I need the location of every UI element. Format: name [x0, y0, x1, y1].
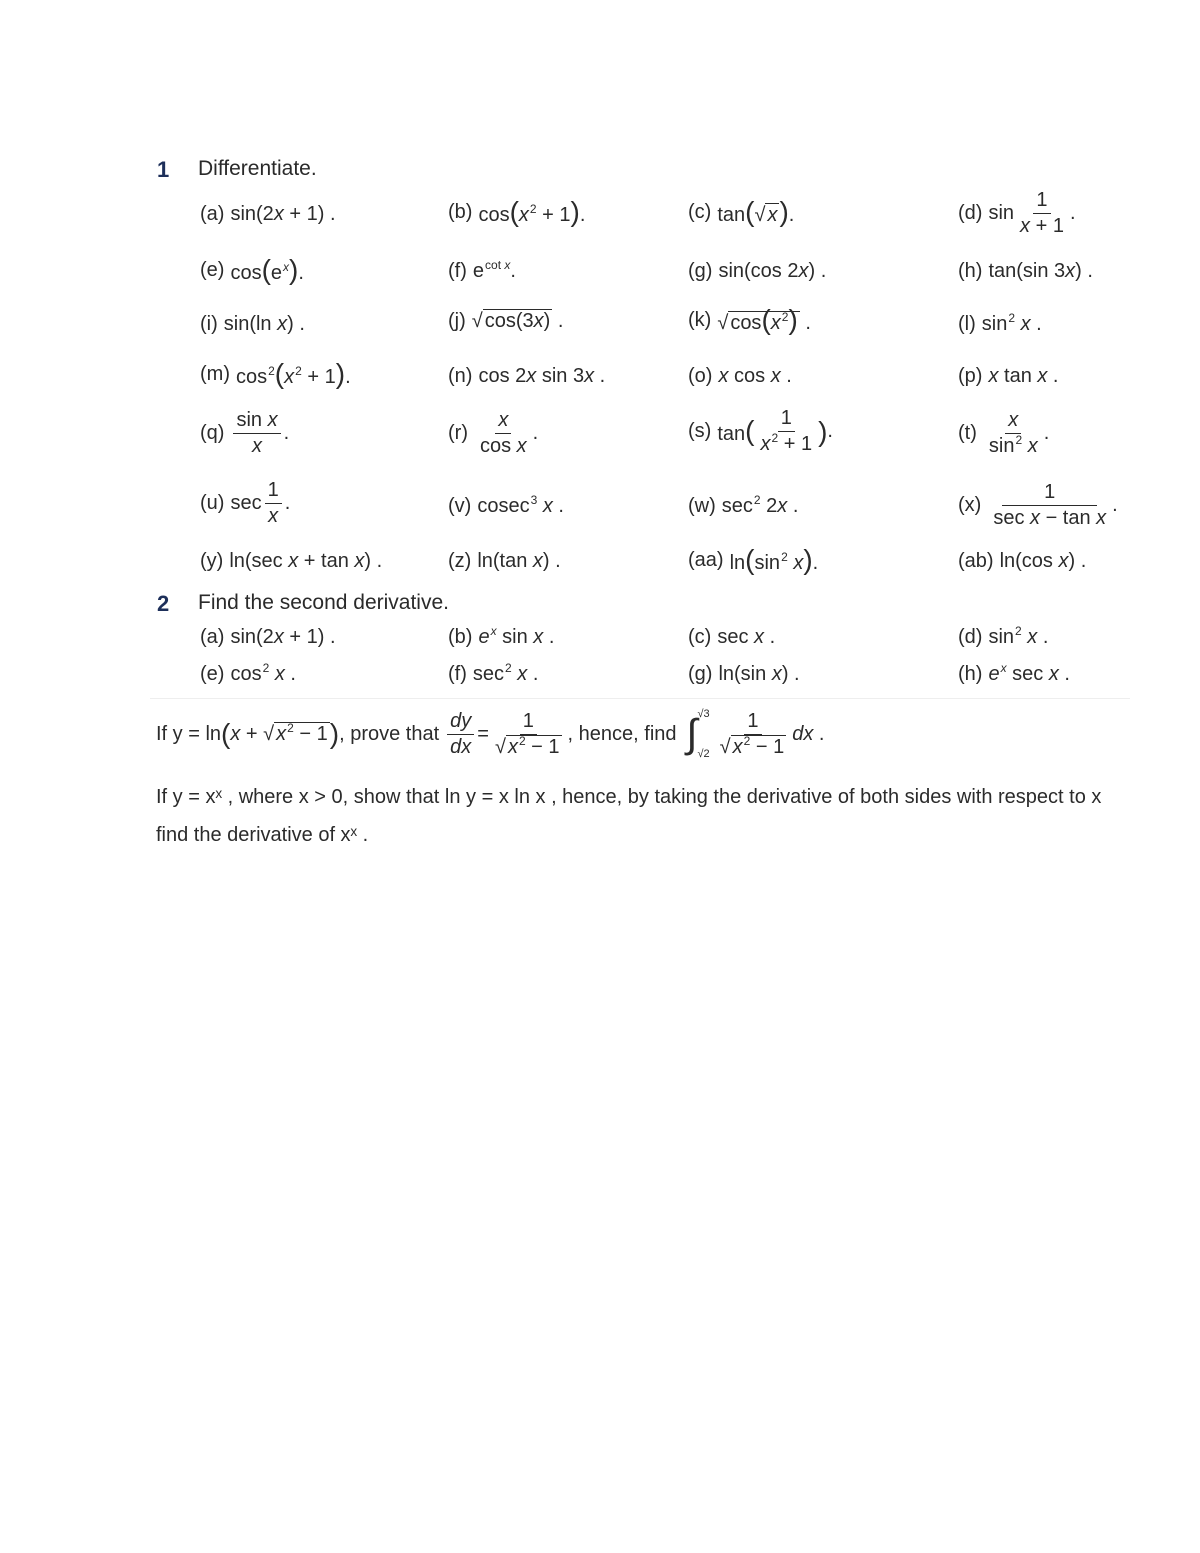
question-2-number: 2: [157, 591, 170, 616]
part-label: (ab): [958, 550, 994, 572]
q1-part-l: (l) $\sin^2 x$ .: [958, 311, 1042, 335]
part-label: (x): [958, 494, 982, 516]
part-label: (h): [958, 260, 983, 282]
q1-part-p: (p) x tan x .: [958, 365, 1059, 387]
q1-part-r: (r) $\frac{x}{\text{cos x}}$ .: [448, 409, 539, 457]
part-label: (c): [688, 626, 712, 648]
q3-prove-text: , prove that: [339, 722, 440, 745]
q2-part-d: (d) $\sin^2 x$ .: [958, 624, 1049, 648]
q1-part-q: (q) $\frac{\text{sin x}}{x}$ .: [200, 409, 290, 457]
q1-part-j: (j) √ cos(3x) .: [448, 310, 564, 332]
q1-part-n: (n) cos 2x sin 3x .: [448, 365, 606, 387]
part-label: (y): [200, 550, 224, 572]
part-label: (h): [958, 663, 983, 685]
q4-line-1: If y = xˣ , where x > 0, show that ln y = x ln x , hence, by taking the derivative of both sides with respect to x: [156, 786, 1102, 808]
part-label: (a): [200, 203, 225, 225]
q1-part-k: (k) √ $\cos(x^2)$ .: [688, 304, 811, 335]
q1-part-e: (e) $\cos(e^x)$.: [200, 254, 304, 285]
q1-part-y: (y) ln(sec x + tan x) .: [200, 550, 383, 572]
q2-part-h: (h) $e^x$ sec x .: [958, 661, 1070, 685]
q1-part-c: (c) tan(√ x).: [688, 196, 795, 227]
q1-part-z: (z) ln(tan x) .: [448, 550, 561, 572]
part-label: (aa): [688, 549, 724, 571]
part-label: (g): [688, 260, 713, 282]
divider: [150, 698, 1130, 699]
q1-part-g: (g) sin(cos 2x) .: [688, 260, 827, 282]
q1-part-t: (t) $\frac{x}{\sin^2 x}$ .: [958, 409, 1050, 457]
q3-hence-text: , hence, find: [567, 722, 677, 745]
part-label: (t): [958, 422, 977, 444]
part-label: (l): [958, 313, 976, 335]
part-label: (r): [448, 422, 468, 444]
part-label: (f): [448, 260, 467, 282]
part-label: (c): [688, 201, 712, 223]
q2-part-e: (e) $\cos^2 x$ .: [200, 661, 296, 685]
part-label: (k): [688, 309, 712, 331]
part-label: (g): [688, 663, 713, 685]
q1-part-b: (b) $\cos(x^2 + 1)$.: [448, 196, 586, 227]
q2-part-b: (b) $e^x$ sin x .: [448, 624, 555, 648]
question-1-number: 1: [157, 157, 170, 182]
part-label: (e): [200, 663, 225, 685]
part-label: (q): [200, 422, 225, 444]
q3-paragraph: If y = ln ( x + √ $x^2 - 1$ ) , prove that $\frac{dy}{dx}$ = $\frac{1}{√ x^2 - 1}$ , hence, find ∫ √3 √2 $\frac{1}{√ x^2 - 1}$ dx .: [156, 708, 825, 760]
q1-part-h: (h) tan(sin 3x) .: [958, 260, 1093, 282]
part-label: (n): [448, 365, 473, 387]
q1-part-aa: (aa) $\ln(\sin^2$ x).: [688, 544, 819, 575]
q2-part-c: (c) sec x .: [688, 626, 776, 648]
q1-part-m: (m) $\cos^2(x^2 + 1)$.: [200, 358, 351, 389]
q2-part-g: (g) ln(sin x) .: [688, 663, 800, 685]
question-2-heading: Find the second derivative.: [198, 591, 449, 614]
part-label: (v): [448, 495, 472, 517]
part-label: (b): [448, 626, 473, 648]
question-1-heading: Differentiate.: [198, 157, 317, 180]
q1-part-s: (s) tan( $\frac{1}{x^2 + 1}$ ) .: [688, 407, 833, 455]
part-label: (m): [200, 363, 230, 385]
part-label: (p): [958, 365, 983, 387]
part-label: (j): [448, 310, 466, 332]
part-label: (a): [200, 626, 225, 648]
q1-part-a: (a) sin(2x + 1) .: [200, 203, 336, 225]
part-label: (d): [958, 626, 983, 648]
q1-part-f: (f) $e^{cot x}$.: [448, 258, 516, 282]
part-label: (z): [448, 550, 472, 572]
q1-part-u: (u) sec $\frac{1}{x}$ .: [200, 479, 291, 527]
part-label: (w): [688, 495, 716, 517]
integral-sign: ∫ √3 √2: [686, 708, 710, 760]
q1-part-x: (x) $\frac{1}{\text{sec x − tan x}}$ .: [958, 481, 1118, 529]
q1-part-v: (v) cosec$^3$ x .: [448, 493, 564, 517]
q2-part-f: (f) $\sec^2 x$ .: [448, 661, 539, 685]
part-label: (u): [200, 492, 225, 514]
q4-line-2: find the derivative of xˣ .: [156, 824, 369, 846]
q1-part-ab: (ab) ln(cos x) .: [958, 550, 1087, 572]
part-label: (e): [200, 259, 225, 281]
part-label: (s): [688, 420, 712, 442]
part-label: (d): [958, 202, 983, 224]
part-label: (o): [688, 365, 713, 387]
q1-part-d: (d) sin $\frac{1}{x + 1}$ .: [958, 189, 1076, 237]
q3-prefix: If y = ln: [156, 722, 222, 745]
q1-part-w: (w) $\sec^2 2x$ .: [688, 493, 799, 517]
part-label: (b): [448, 201, 473, 223]
q1-part-o: (o) x cos x .: [688, 365, 792, 387]
q1-part-i: (i) sin(ln x) .: [200, 313, 305, 335]
part-label: (f): [448, 663, 467, 685]
part-label: (i): [200, 313, 218, 335]
q2-part-a: (a) sin(2x + 1) .: [200, 626, 336, 648]
